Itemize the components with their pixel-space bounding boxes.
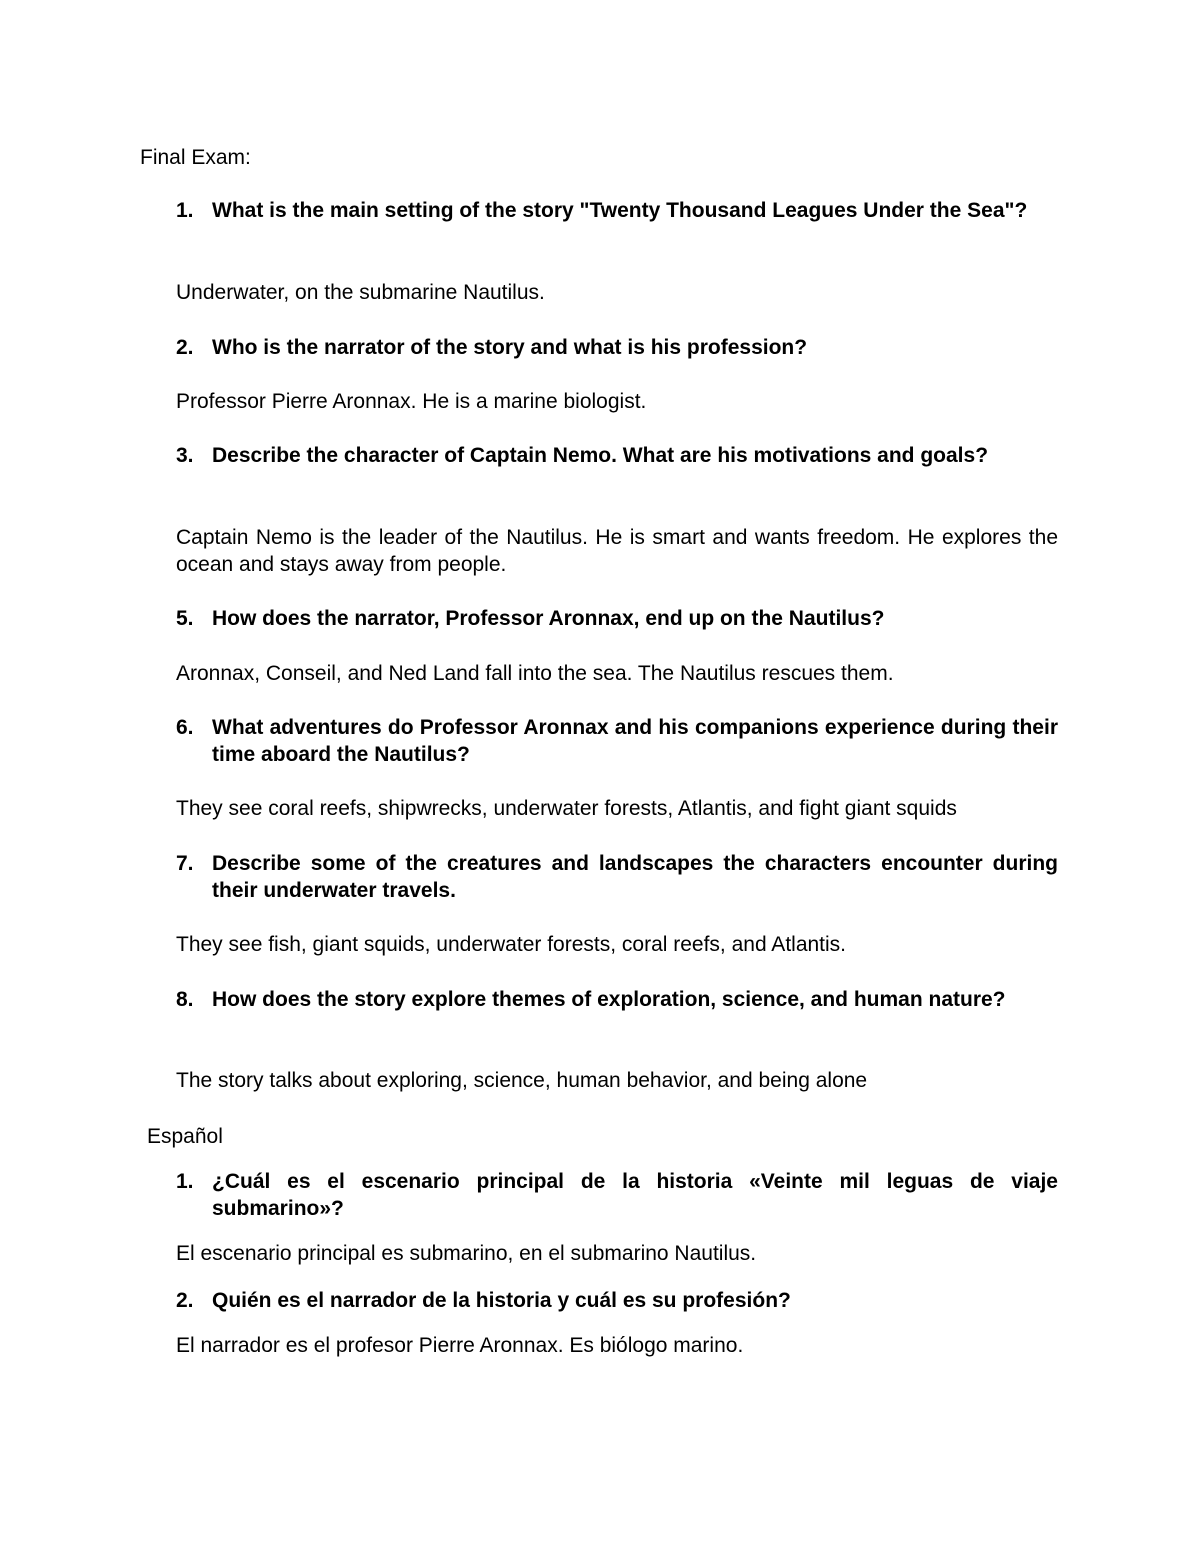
- answer-2: Professor Pierre Aronnax. He is a marine biologist.: [176, 390, 647, 413]
- question-number: 3.: [176, 444, 194, 467]
- answer-8: The story talks about exploring, science, human behavior, and being alone: [176, 1069, 868, 1092]
- question-6: [176, 714, 1058, 768]
- question-2: [176, 334, 1058, 361]
- question-number: 1.: [176, 1170, 194, 1193]
- question-number: 6.: [176, 716, 194, 739]
- question-text: How does the narrator, Professor Aronnax, end up on the Nautilus?: [212, 607, 885, 630]
- question-text: Who is the narrator of the story and what is his profession?: [212, 336, 808, 359]
- question-text: Quién es el narrador de la historia y cuál es su profesión?: [212, 1289, 791, 1312]
- question-1: [176, 197, 1058, 224]
- question-text: ¿Cuál es el escenario principal de la historia «Veinte mil leguas de viaje submarino»?: [212, 1170, 1058, 1220]
- question-number: 7.: [176, 852, 194, 875]
- answer-3: Captain Nemo is the leader of the Nautilus. He is smart and wants freedom. He explores the ocean and stays away from people.: [176, 526, 1058, 576]
- question-number: 2.: [176, 1289, 194, 1312]
- question-number: 5.: [176, 607, 194, 630]
- question-number: 2.: [176, 336, 194, 359]
- question-7: [176, 850, 1058, 904]
- pregunta-2: [176, 1287, 1058, 1314]
- answer-7: They see fish, giant squids, underwater forests, coral reefs, and Atlantis.: [176, 933, 847, 956]
- answer-5: Aronnax, Conseil, and Ned Land fall into the sea. The Nautilus rescues them.: [176, 662, 894, 685]
- pregunta-1: [176, 1168, 1058, 1222]
- question-text: How does the story explore themes of exploration, science, and human nature?: [212, 988, 1006, 1011]
- answer-6: They see coral reefs, shipwrecks, underwater forests, Atlantis, and fight giant squids: [176, 797, 957, 820]
- question-text: What is the main setting of the story "Twenty Thousand Leagues Under the Sea"?: [212, 199, 1028, 222]
- respuesta-1: El escenario principal es submarino, en el submarino Nautilus.: [176, 1242, 757, 1265]
- question-5: [176, 605, 1058, 632]
- question-number: 8.: [176, 988, 194, 1011]
- spanish-heading: Español: [147, 1125, 223, 1148]
- question-3: [176, 442, 1058, 469]
- respuesta-2: El narrador es el profesor Pierre Aronnax. Es biólogo marino.: [176, 1334, 744, 1357]
- answer-1: Underwater, on the submarine Nautilus.: [176, 281, 545, 304]
- question-number: 1.: [176, 199, 194, 222]
- question-text: What adventures do Professor Aronnax and his companions experience during their time aboard the Nautilus?: [212, 716, 1058, 766]
- exam-title: Final Exam:: [140, 146, 251, 169]
- question-text: Describe the character of Captain Nemo. What are his motivations and goals?: [212, 444, 989, 467]
- question-8: [176, 986, 1058, 1013]
- question-text: Describe some of the creatures and landscapes the characters encounter during their underwater travels.: [212, 852, 1058, 902]
